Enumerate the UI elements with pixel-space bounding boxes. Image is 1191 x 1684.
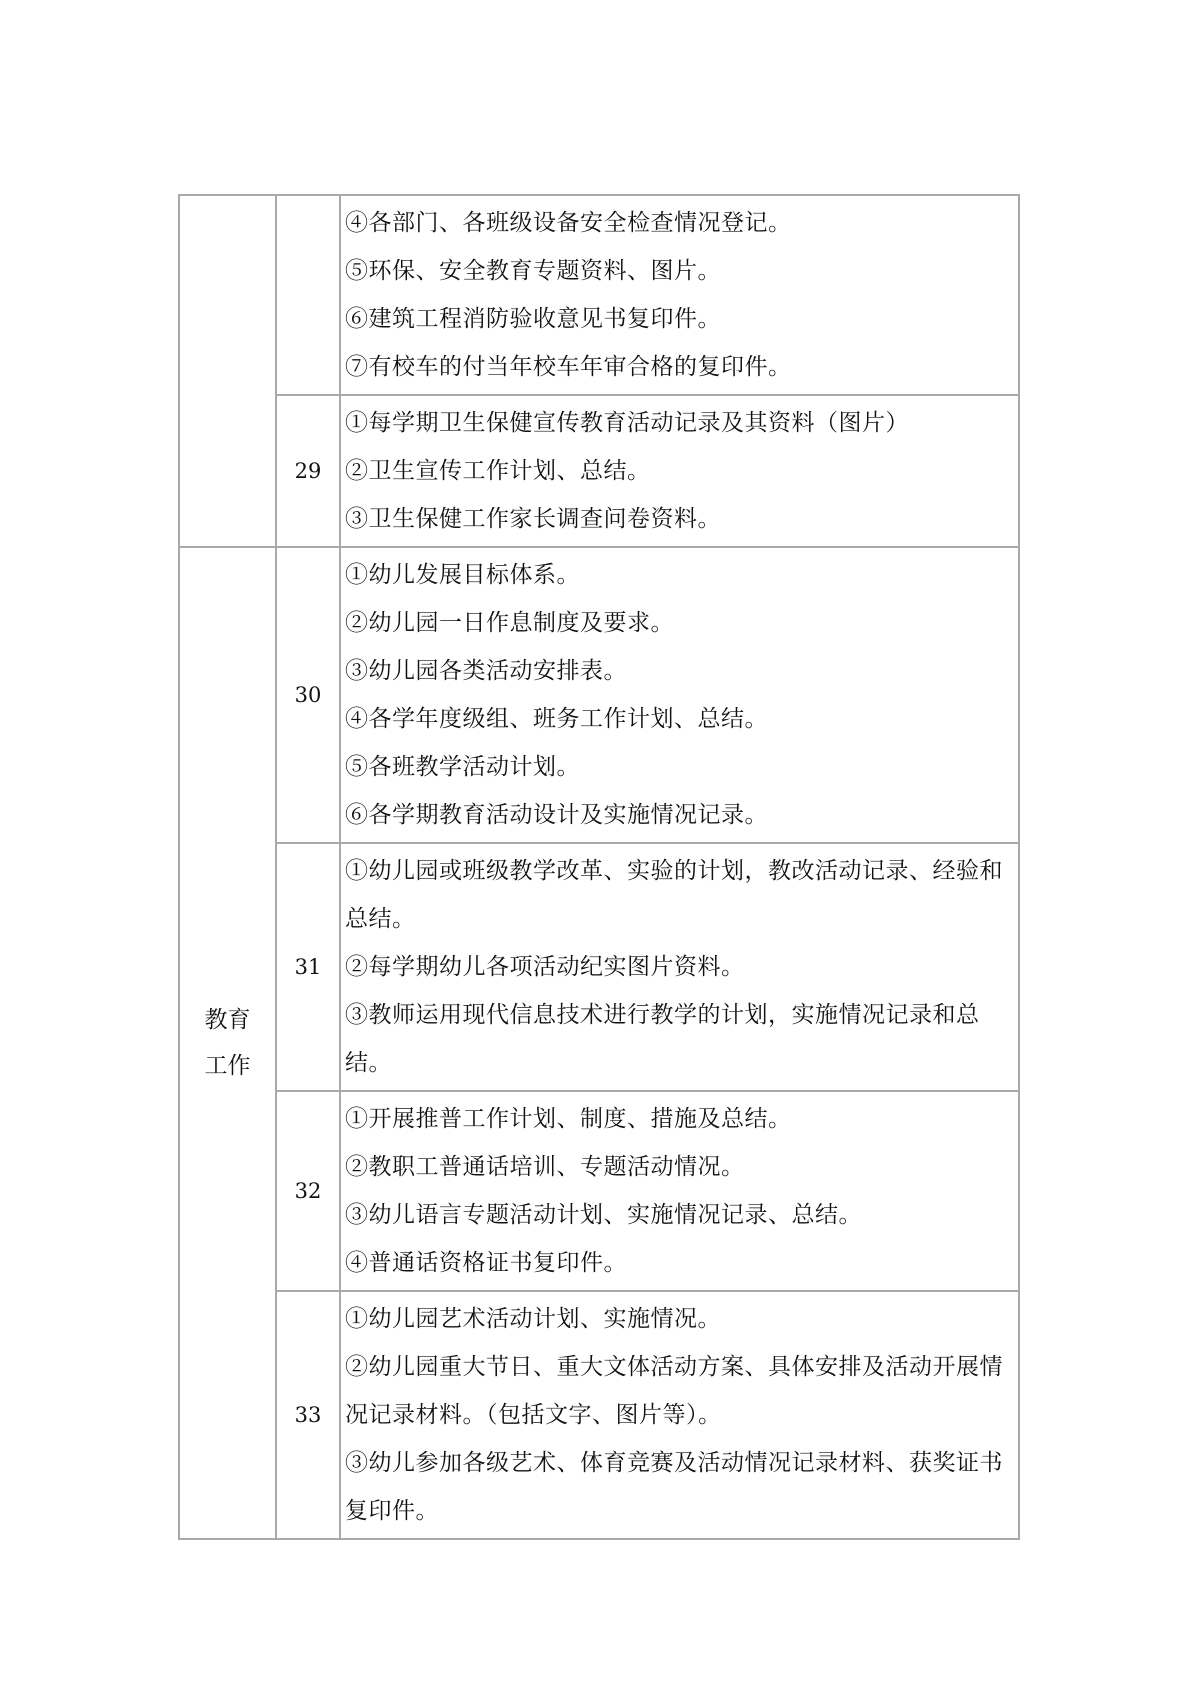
- list-item: ②幼儿园一日作息制度及要求。: [345, 610, 674, 636]
- item-number: 29: [276, 395, 340, 547]
- table-row: [179, 843, 1019, 1091]
- list-item: ②教职工普通话培训、专题活动情况。: [345, 1154, 745, 1180]
- item-number: 30: [276, 547, 340, 843]
- list-item: ①开展推普工作计划、制度、措施及总结。: [345, 1106, 792, 1132]
- list-item: ②卫生宣传工作计划、总结。: [345, 458, 651, 484]
- list-item: ①幼儿发展目标体系。: [345, 562, 580, 588]
- item-number: 32: [276, 1091, 340, 1291]
- list-item: ⑦有校车的付当年校车年审合格的复印件。: [345, 354, 792, 380]
- table-row: [179, 1291, 1019, 1539]
- items-cell: [340, 195, 1019, 395]
- list-item: ⑤环保、安全教育专题资料、图片。: [345, 258, 721, 284]
- document-table: [178, 194, 1020, 1540]
- list-item: ⑥建筑工程消防验收意见书复印件。: [345, 306, 721, 332]
- items-cell: [340, 1091, 1019, 1291]
- category-label: 工作: [204, 1053, 251, 1079]
- table-row: [179, 395, 1019, 547]
- list-item: ①每学期卫生保健宣传教育活动记录及其资料（图片）: [345, 410, 909, 436]
- list-item: ③教师运用现代信息技术进行教学的计划，实施情况记录和总结。: [345, 1002, 980, 1076]
- list-item: ⑤各班教学活动计划。: [345, 754, 580, 780]
- list-item: ①幼儿园艺术活动计划、实施情况。: [345, 1306, 721, 1332]
- list-item: ③卫生保健工作家长调查问卷资料。: [345, 506, 721, 532]
- table-row: [179, 1091, 1019, 1291]
- list-item: ③幼儿语言专题活动计划、实施情况记录、总结。: [345, 1202, 862, 1228]
- list-item: ⑥各学期教育活动设计及实施情况记录。: [345, 802, 768, 828]
- items-cell: [340, 395, 1019, 547]
- table-row: [179, 547, 1019, 843]
- list-item: ③幼儿园各类活动安排表。: [345, 658, 627, 684]
- list-item: ②每学期幼儿各项活动纪实图片资料。: [345, 954, 745, 980]
- category-label: 教育: [204, 1007, 251, 1033]
- item-number: [276, 195, 340, 395]
- items-cell: [340, 843, 1019, 1091]
- item-number: 31: [276, 843, 340, 1091]
- list-item: ④各学年度级组、班务工作计划、总结。: [345, 706, 768, 732]
- list-item: ④普通话资格证书复印件。: [345, 1250, 627, 1276]
- list-item: ③幼儿参加各级艺术、体育竞赛及活动情况记录材料、获奖证书复印件。: [345, 1450, 1003, 1524]
- category-cell: [179, 195, 276, 547]
- list-item: ①幼儿园或班级教学改革、实验的计划，教改活动记录、经验和总结。: [345, 858, 1003, 932]
- category-cell: [179, 547, 276, 1539]
- items-cell: [340, 1291, 1019, 1539]
- items-cell: [340, 547, 1019, 843]
- table-row: [179, 195, 1019, 395]
- list-item: ④各部门、各班级设备安全检查情况登记。: [345, 210, 792, 236]
- item-number: 33: [276, 1291, 340, 1539]
- list-item: ②幼儿园重大节日、重大文体活动方案、具体安排及活动开展情况记录材料。（包括文字、图片等）。: [345, 1354, 1003, 1428]
